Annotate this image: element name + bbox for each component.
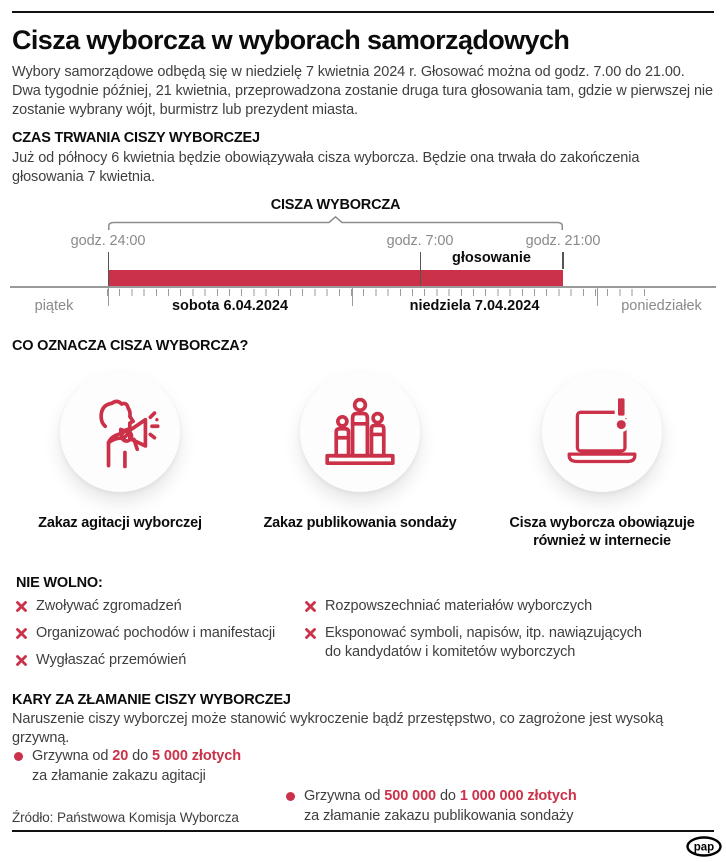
intro-paragraph: Wybory samorządowe odbędą się w niedzielę 7 kwietnia 2024 r. Głosować można od godz. 7.00 do 21.00. Dwa tygodnie później, 21 kwietnia, przeprowadzona zostanie druga tura głosowania tam, gdzie w pierwszej nie zostanie wybrany wójt, burmistrz lub prezydent miasta. xyxy=(12,64,714,118)
fine-amount: 5 000 złotych xyxy=(152,748,241,764)
bullet-dot-icon xyxy=(14,752,23,761)
forbidden-right-column xyxy=(305,597,660,670)
penalty-item-line2: za złamanie zakazu agitacji xyxy=(32,768,206,784)
timeline-ticks xyxy=(107,289,645,296)
forbidden-item: Zwoływać zgromadzeń xyxy=(16,597,296,616)
x-mark-icon xyxy=(305,628,316,639)
voting-label: głosowanie xyxy=(452,250,531,266)
fine-amount: 20 xyxy=(112,748,129,764)
megaphone-agitation-icon xyxy=(79,391,161,473)
forbidden-item: Organizować pochodów i manifestacji xyxy=(16,624,296,643)
pap-logo-icon xyxy=(686,836,722,857)
penalties-text: Naruszenie ciszy wyborczej może stanowić wykroczenie bądź przestępstwo, co zagrożone jest wysoką grzywną. xyxy=(12,711,664,746)
timeline-start-label: godz. 24:00 xyxy=(70,233,146,249)
duration-text: Już od północy 6 kwietnia będzie obowiązywała cisza wyborcza. Będzie ona trwała do zakończenia głosowania 7 kwietnia. xyxy=(12,150,640,185)
svg-text:pap: pap xyxy=(693,841,715,854)
silence-period-bar xyxy=(108,270,563,286)
marker-7-00 xyxy=(420,252,422,286)
day-label-sunday: niedziela 7.04.2024 xyxy=(409,298,540,314)
penalty-item-agitation: Grzywna od 20 do 5 000 złotych za złamanie zakazu agitacji xyxy=(14,746,294,786)
day-label-friday: piątek xyxy=(34,298,74,314)
icon-circle-agitation xyxy=(60,372,180,492)
forbidden-left-column xyxy=(16,597,296,678)
poll-podium-icon xyxy=(319,391,401,473)
page-title: Cisza wyborcza w wyborach samorządowych xyxy=(12,25,570,55)
top-rule xyxy=(12,11,714,13)
fine-amount: 500 000 xyxy=(384,788,437,804)
caption-polls: Zakaz publikowania sondaży xyxy=(263,515,457,531)
bottom-rule xyxy=(12,830,714,832)
pap-logo xyxy=(686,836,722,862)
icon-circle-polls xyxy=(300,372,420,492)
fine-amount: 1 000 000 złotych xyxy=(459,788,577,804)
day-label-saturday: sobota 6.04.2024 xyxy=(171,298,289,314)
election-silence-timeline xyxy=(0,195,726,325)
source-credit: Źródło: Państwowa Komisja Wyborcza xyxy=(12,810,239,825)
penalty-item-polls: Grzywna od 500 000 do 1 000 000 złotych za złamanie zakazu publikowania sondaży xyxy=(286,786,724,826)
laptop-alert-icon xyxy=(561,391,643,473)
timeline-end-label: godz. 21:00 xyxy=(525,233,601,249)
caption-agitation: Zakaz agitacji wyborczej xyxy=(38,515,202,531)
forbidden-item: Eksponować symboli, napisów, itp. nawiązujących do kandydatów i komitetów wyborczych xyxy=(305,624,660,662)
marker-24-00 xyxy=(108,252,110,286)
timeline-voting-start-label: godz. 7:00 xyxy=(386,233,454,249)
forbidden-item: Wygłaszać przemówień xyxy=(16,651,296,670)
meaning-heading: CO OZNACZA CISZA WYBORCZA? xyxy=(12,338,249,354)
marker-21-00 xyxy=(562,252,564,269)
x-mark-icon xyxy=(16,655,27,666)
bullet-dot-icon xyxy=(286,792,295,801)
forbidden-heading: NIE WOLNO: xyxy=(16,575,103,591)
caption-internet: Cisza wyborcza obowiązuje również w internecie xyxy=(509,515,695,549)
penalty-item-line2: za złamanie zakazu publikowania sondaży xyxy=(304,808,574,824)
timeline-axis xyxy=(10,286,716,288)
x-mark-icon xyxy=(16,628,27,639)
x-mark-icon xyxy=(16,601,27,612)
forbidden-item: Rozpowszechniać materiałów wyborczych xyxy=(305,597,660,616)
penalties-heading: KARY ZA ZŁAMANIE CISZY WYBORCZEJ xyxy=(12,692,291,708)
x-mark-icon xyxy=(305,601,316,612)
day-label-monday: poniedziałek xyxy=(621,298,702,314)
icon-circle-internet xyxy=(542,372,662,492)
duration-heading: CZAS TRWANIA CISZY WYBORCZEJ xyxy=(12,130,260,146)
timeline-brace-label: CISZA WYBORCZA xyxy=(270,197,401,213)
brace-shape xyxy=(108,216,563,231)
